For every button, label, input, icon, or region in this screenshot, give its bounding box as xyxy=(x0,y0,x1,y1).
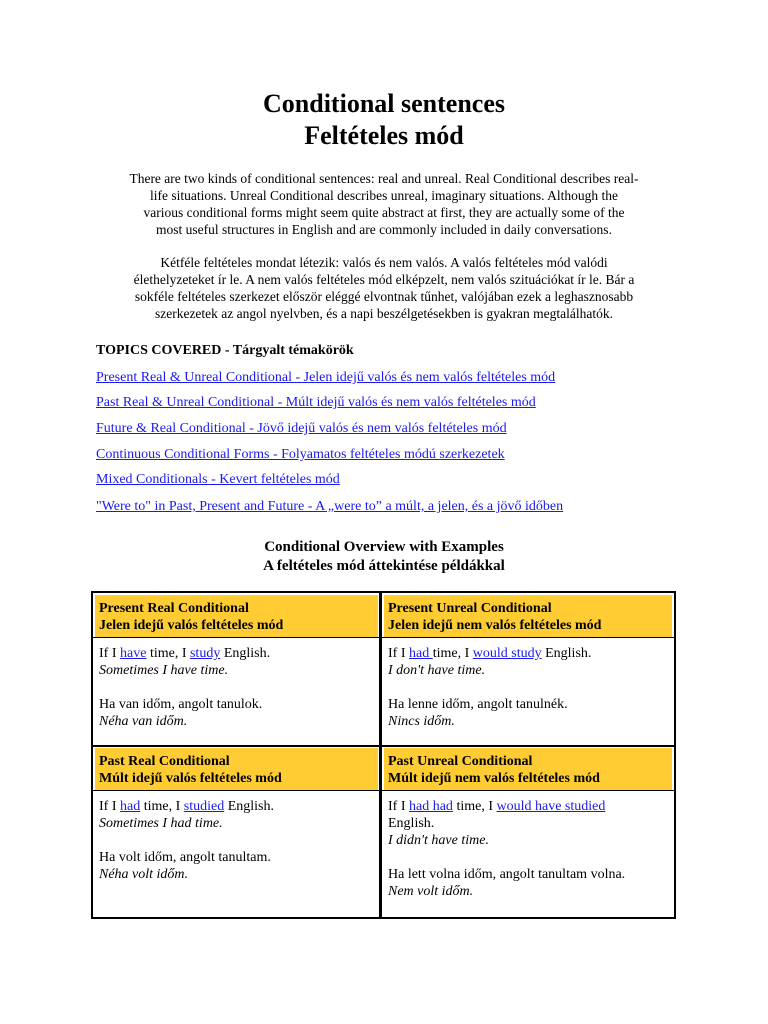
row-divider xyxy=(93,637,674,638)
topic-link-mixed[interactable]: Mixed Conditionals - Kevert feltételes mód xyxy=(96,472,340,487)
past-unreal-title-hu: Múlt idejű nem valós feltételes mód xyxy=(388,771,600,786)
intro-en-line: life situations. Unreal Conditional describes unreal, imaginary situations. Although the xyxy=(150,188,618,203)
present-unreal-header xyxy=(384,595,672,637)
topic-link-present[interactable]: Present Real & Unreal Conditional - Jelen idejű valós és nem valós feltételes mód xyxy=(96,370,556,385)
present-unreal-title: Present Unreal Conditional xyxy=(388,601,552,616)
verb-link[interactable]: have xyxy=(120,646,147,661)
topics-heading: TOPICS COVERED - Tárgyalt témakörök xyxy=(96,343,354,358)
intro-hu-paragraph xyxy=(88,254,680,322)
intro-en-line: There are two kinds of conditional sentences: real and unreal. Real Conditional describes real- xyxy=(129,171,639,186)
example-hu: Ha van időm, angolt tanulok. xyxy=(99,697,263,712)
page-title xyxy=(0,88,768,152)
verb-link[interactable]: studied xyxy=(183,799,225,814)
example-hu-meaning: Nem volt időm. xyxy=(388,884,474,899)
verb-link[interactable]: would have studied xyxy=(496,799,606,814)
past-unreal-example xyxy=(384,792,672,915)
verb-link[interactable]: had had xyxy=(409,799,453,814)
example-meaning: Sometimes I have time. xyxy=(99,663,229,678)
topic-link-continuous[interactable]: Continuous Conditional Forms - Folyamatos feltételes módú szerkezetek xyxy=(96,447,505,462)
past-real-title-hu: Múlt idejű valós feltételes mód xyxy=(99,771,282,786)
example-sentence: If I had time, I studied English. xyxy=(99,799,274,814)
example-hu-meaning: Néha volt időm. xyxy=(99,867,189,882)
intro-en-paragraph xyxy=(88,170,680,238)
overview-line-en: Conditional Overview with Examples xyxy=(264,539,504,555)
example-sentence: If I had time, I would study English. xyxy=(388,646,592,661)
example-sentence: If I had had time, I would have studied English. xyxy=(388,799,606,831)
intro-en-line: most useful structures in English and are commonly included in daily conversations. xyxy=(156,222,612,237)
example-hu: Ha lett volna időm, angolt tanultam volna. xyxy=(388,867,626,882)
present-unreal-title-hu: Jelen idejű nem valós feltételes mód xyxy=(388,618,602,633)
present-real-title-hu: Jelen idejű valós feltételes mód xyxy=(99,618,284,633)
intro-hu-line: szerkezetek az angol nyelvben, és a napi beszélgetésekben is gyakran megtalálhatók. xyxy=(154,306,614,321)
example-meaning: I didn't have time. xyxy=(388,833,489,848)
present-real-header xyxy=(95,595,378,637)
present-real-title: Present Real Conditional xyxy=(99,601,249,616)
example-hu: Ha lenne időm, angolt tanulnék. xyxy=(388,697,568,712)
intro-hu-line: élethelyzeteket ír le. A nem valós feltételes mód elképzelt, nem valós szituációkat ír le. Bár a xyxy=(133,272,635,287)
verb-link[interactable]: had xyxy=(120,799,141,814)
example-hu: Ha volt időm, angolt tanultam. xyxy=(99,850,271,865)
conditional-table xyxy=(91,591,676,919)
past-real-title: Past Real Conditional xyxy=(99,754,230,769)
column-divider xyxy=(379,593,382,917)
example-meaning: I don't have time. xyxy=(388,663,486,678)
present-unreal-example xyxy=(384,639,672,744)
verb-link[interactable]: would study xyxy=(472,646,542,661)
example-meaning: Sometimes I had time. xyxy=(99,816,223,831)
topic-link-were-to[interactable]: "Were to" in Past, Present and Future - A „were to” a múlt, a jelen, és a jövő időben xyxy=(96,499,564,514)
intro-en-line: various conditional forms might seem quite abstract at first, they are actually some of the xyxy=(143,205,625,220)
row-divider xyxy=(93,790,674,791)
present-real-example xyxy=(95,639,378,744)
topic-link-past[interactable]: Past Real & Unreal Conditional - Múlt idejű valós és nem valós feltételes mód xyxy=(96,395,536,410)
example-hu-meaning: Néha van időm. xyxy=(99,714,188,729)
example-hu-meaning: Nincs időm. xyxy=(388,714,455,729)
topic-link-future[interactable]: Future & Real Conditional - Jövő idejű valós és nem valós feltételes mód xyxy=(96,421,507,436)
past-unreal-header xyxy=(384,748,672,790)
title-line-hu: Feltételes mód xyxy=(304,121,464,150)
overview-line-hu: A feltételes mód áttekintése példákkal xyxy=(263,558,505,574)
intro-hu-line: sokféle feltételes szerkezet először eléggé elvontnak tűnhet, valójában ezek a leghasznosabb xyxy=(134,289,634,304)
row-divider xyxy=(93,745,674,747)
intro-hu-line: Kétféle feltételes mondat létezik: valós és nem valós. A valós feltételes mód valódi xyxy=(160,255,608,270)
title-line-en: Conditional sentences xyxy=(263,89,505,118)
past-unreal-title: Past Unreal Conditional xyxy=(388,754,533,769)
example-sentence: If I have time, I study English. xyxy=(99,646,271,661)
overview-heading xyxy=(0,538,768,576)
verb-link[interactable]: had xyxy=(409,646,433,661)
past-real-header xyxy=(95,748,378,790)
past-real-example xyxy=(95,792,378,915)
verb-link[interactable]: study xyxy=(189,646,221,661)
